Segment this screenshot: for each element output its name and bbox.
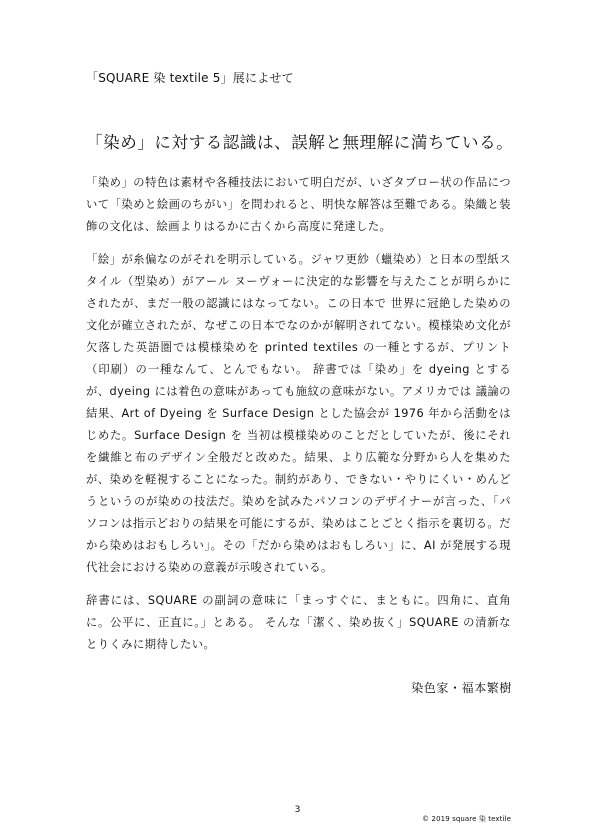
paragraph: 「絵」が糸偏なのがそれを明示している。ジャワ更紗（蠟染め）と日本の型紙スタイル（型染め）がアール ヌーヴォーに決定的な影響を与えたことが明らかにされたが、まだ一般の認識にはなってない。この日本で 世界に冠絶した染めの文化が確立されたが、なぜこの日本でなのかが解明されてない。模様染め文化が欠落した英語圏では模様染めを printed textiles の一種とするが、プリント（印刷）の一種なんて、とんでもない。 辞書では「染め」を dyeing とするが、dyeing には着色の意味があっても施紋の意味がない。アメリカでは 議論の結果、Art of Dyeing を Surface Design とした協会が 1976 年から活動をはじめた。Surface Design を 当初は模様染めのことだとしていたが、後にそれを繊維と布のデザイン全般だと改めた。結果、より広範な分野から人を集めたが、染めを軽視することになった。制約があり、できない・やりにくい・めんどうというのが染めの技法だ。染めを試みたパソコンのデザイナーが言った、「パソコンは指示どおりの結果を可能にするが、染めはことごとく指示を裏切る。だから染めはおもしろい」。その「だから染めはおもしろい」に、AI が発展する現代社会における染めの意義が示唆されている。 bbox=[86, 253, 511, 574]
author-signature: 染色家・福本繁樹 bbox=[411, 681, 512, 695]
event-label: 「SQUARE 染 textile 5」展によせて bbox=[86, 71, 294, 85]
paragraph: 辞書には、SQUARE の副詞の意味に「まっすぐに、まともに。四角に、直角に。公平に、正直に。」とある。 そんな「潔く、染め抜く」SQUARE の清新なとりくみに期待したい。 bbox=[86, 594, 511, 651]
paragraph: 「染め」の特色は素材や各種技法において明白だが、いざタブロー状の作品について「染めと絵画のちがい」を問われると、明快な解答は至難である。染織と装飾の文化は、絵画よりはるかに古くから高度に発達した。 bbox=[86, 176, 511, 233]
page-number: 3 bbox=[294, 805, 301, 815]
essay-body bbox=[86, 172, 511, 667]
copyright-notice: © 2019 square 染 textile bbox=[422, 815, 511, 823]
page-title: 「染め」に対する認識は、誤解と無理解に満ちている。 bbox=[86, 133, 514, 152]
